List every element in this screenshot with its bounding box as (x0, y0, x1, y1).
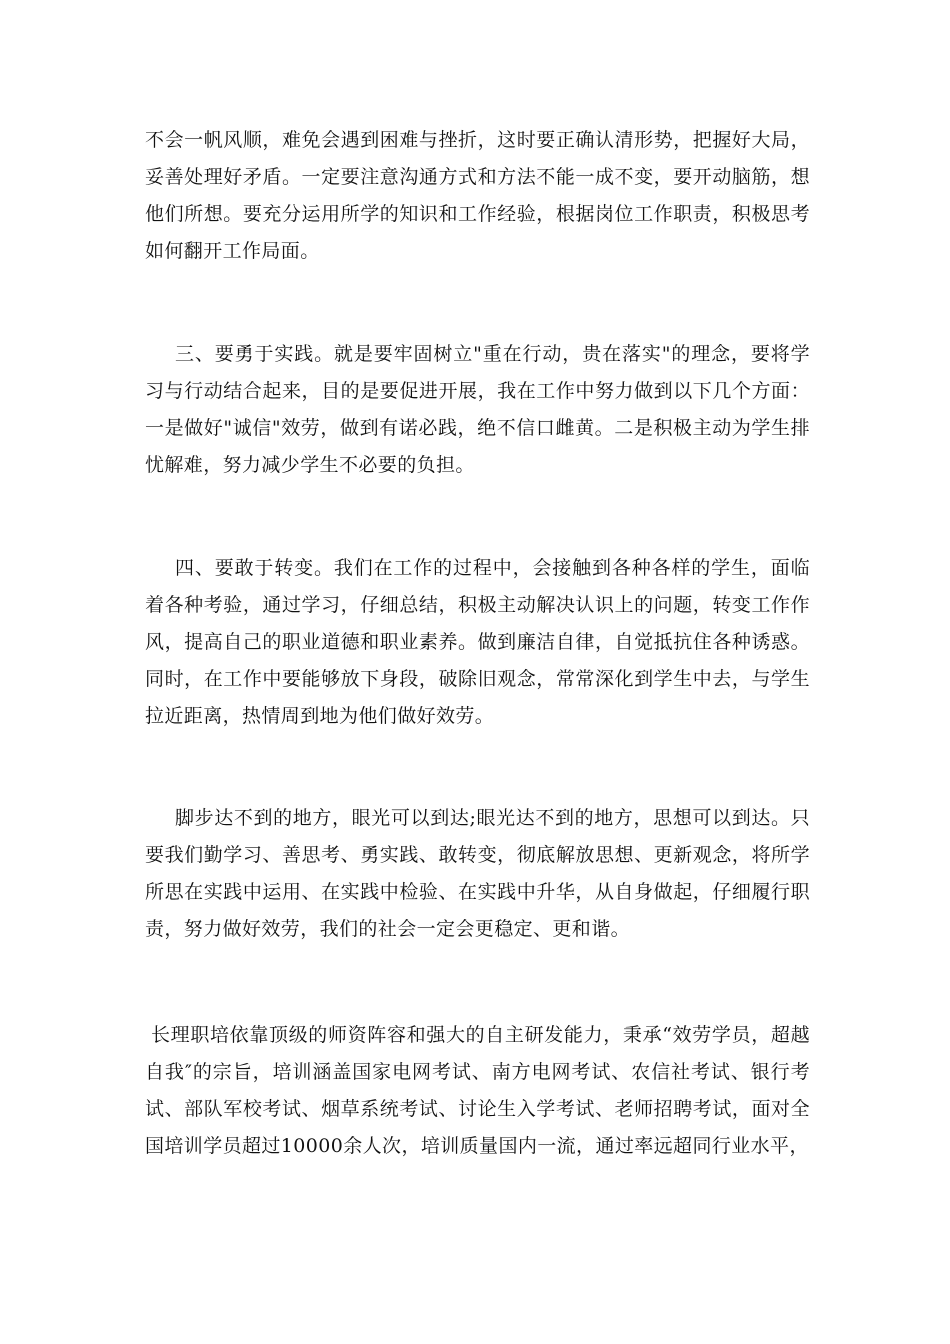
paragraph-conclusion: 脚步达不到的地方，眼光可以到达;眼光达不到的地方，思想可以到达。只要我们勤学习、善思考、勇实践、敢转变，彻底解放思想、更新观念，将所学所思在实践中运用、在实践中检验、在实践中升华，从自身做起，仔细履行职责，努力做好效劳，我们的社会一定会更稳定、更和谐。 (145, 807, 810, 940)
paragraph-change: 四、要敢于转变。我们在工作的过程中，会接触到各种各样的学生，面临着各种考验，通过学习，仔细总结，积极主动解决认识上的问题，转变工作作风，提高自己的职业道德和职业素养。做到廉洁自律，自觉抵抗住各种诱惑。同时，在工作中要能够放下身段，破除旧观念，常常深化到学生中去，与学生拉近距离，热情周到地为他们做好效劳。 (145, 557, 810, 727)
paragraph-practice: 三、要勇于实践。就是要牢固树立"重在行动，贵在落实"的理念，要将学习与行动结合起来，目的是要促进开展，我在工作中努力做到以下几个方面：一是做好"诚信"效劳，做到有诺必践，绝不信口雌黄。二是积极主动为学生排忧解难，努力减少学生不必要的负担。 (145, 343, 810, 476)
paragraph-continuation: 不会一帆风顺，难免会遇到困难与挫折，这时要正确认清形势，把握好大局，妥善处理好矛盾。一定要注意沟通方式和方法不能一成不变，要开动脑筋，想他们所想。要充分运用所学的知识和工作经验，根据岗位工作职责，积极思考如何翻开工作局面。 (145, 129, 810, 262)
paragraph-advertisement: 长理职培依靠顶级的师资阵容和强大的自主研发能力，秉承“效劳学员，超越自我″的宗旨，培训涵盖国家电网考试、南方电网考试、农信社考试、银行考试、部队军校考试、烟草系统考试、讨论生入学考试、老师招聘考试，面对全国培训学员超过10000余人次，培训质量国内一流，通过率远超同行业水平， (145, 1024, 810, 1157)
